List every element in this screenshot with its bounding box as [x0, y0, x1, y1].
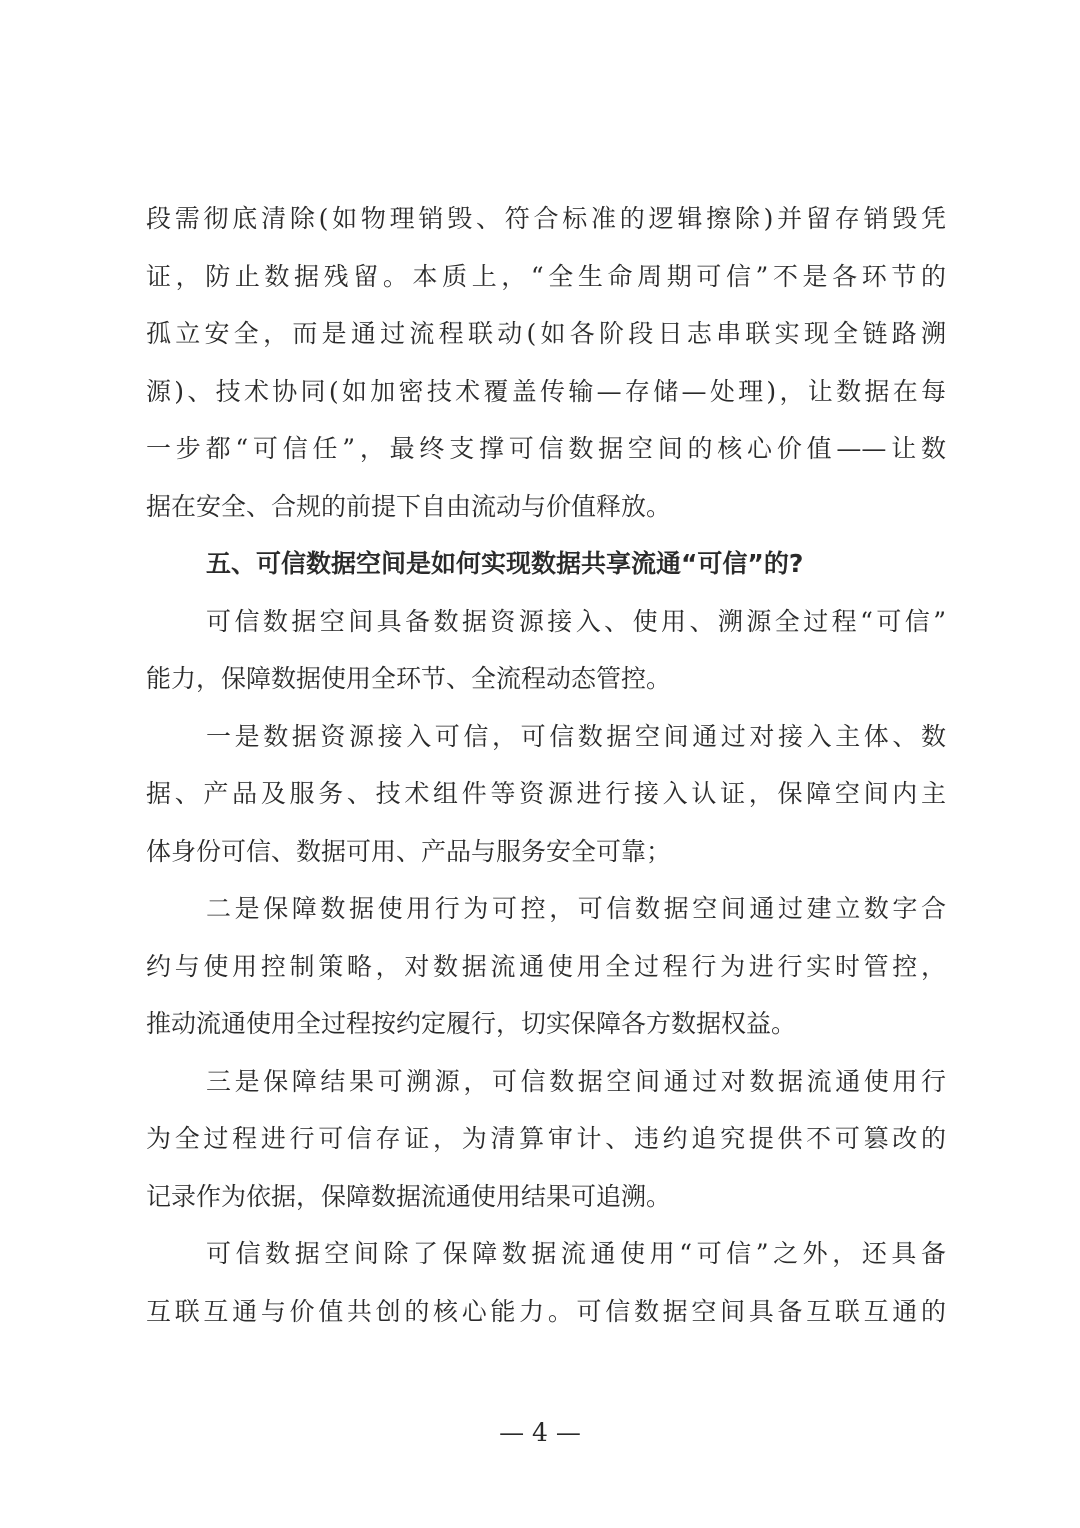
text-line: 推动流通使用全过程按约定履行，切实保障各方数据权益。: [146, 1009, 797, 1038]
paragraph-first-point: [146, 708, 946, 881]
paragraph-continuation: [146, 190, 946, 535]
text-line: 互联互通与价值共创的核心能力。可信数据空间具备互联互通的: [146, 1296, 946, 1326]
paragraph-final: [146, 1225, 946, 1340]
paragraph-second-point: [146, 880, 946, 1053]
text-line: 据在安全、合规的前提下自由流动与价值释放。: [146, 491, 672, 521]
text-line: 源)、技术协同(如加密技术覆盖传输—存储—处理)，让数据在每: [146, 376, 946, 406]
paragraph-intro: [146, 593, 946, 708]
text-line: 二是保障数据使用行为可控，可信数据空间通过建立数字合: [206, 894, 946, 923]
text-line: 能力，保障数据使用全环节、全流程动态管控。: [146, 664, 672, 693]
page-body: [146, 190, 946, 1340]
text-line: 体身份可信、数据可用、产品与服务安全可靠；: [146, 836, 672, 866]
paragraph-third-point: [146, 1053, 946, 1226]
text-line: 可信数据空间具备数据资源接入、使用、溯源全过程“可信”: [206, 606, 946, 636]
text-line: 三是保障结果可溯源，可信数据空间通过对数据流通使用行: [206, 1066, 946, 1096]
text-line: 记录作为依据，保障数据流通使用结果可追溯。: [146, 1181, 672, 1211]
text-line: 孤立安全，而是通过流程联动(如各阶段日志串联实现全链路溯: [146, 319, 946, 348]
text-line: 为全过程进行可信存证，为清算审计、违约追究提供不可篡改的: [146, 1124, 946, 1153]
text-line: 一步都“可信任”，最终支撑可信数据空间的核心价值——让数: [146, 434, 946, 463]
text-line: 证，防止数据残留。本质上，“全生命周期可信”不是各环节的: [146, 261, 946, 291]
text-line: 据、产品及服务、技术组件等资源进行接入认证，保障空间内主: [146, 779, 946, 808]
section-heading-text: 五、可信数据空间是如何实现数据共享流通“可信”的?: [206, 549, 804, 578]
text-line: 约与使用控制策略，对数据流通使用全过程行为进行实时管控，: [146, 951, 946, 981]
text-line: 可信数据空间除了保障数据流通使用“可信”之外，还具备: [206, 1239, 946, 1268]
text-line: 一是数据资源接入可信，可信数据空间通过对接入主体、数: [206, 721, 946, 751]
page-number: — 4 —: [499, 1418, 581, 1447]
text-line: 段需彻底清除(如物理销毁、符合标准的逻辑擦除)并留存销毁凭: [146, 204, 946, 233]
section-heading: [146, 535, 946, 593]
